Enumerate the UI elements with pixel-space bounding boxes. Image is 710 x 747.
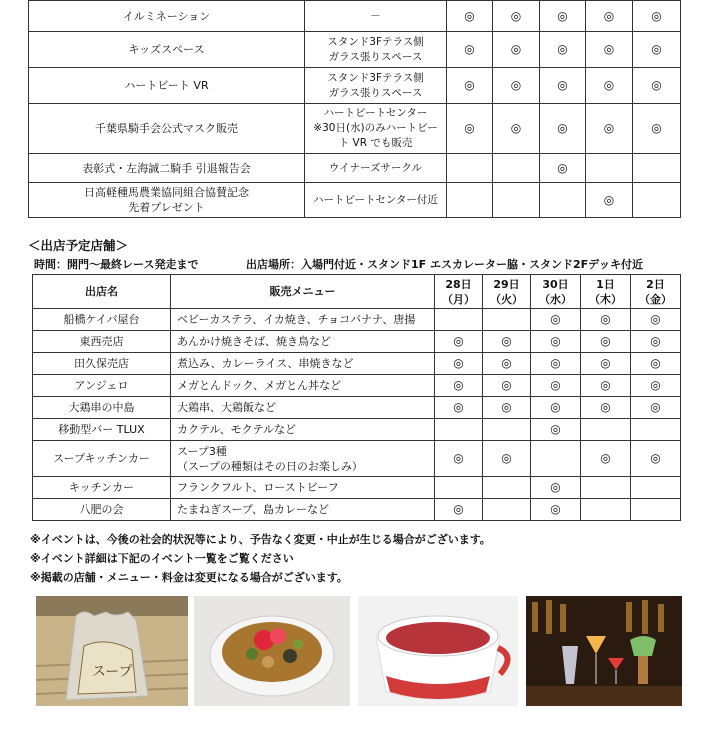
shops-header-row <box>33 275 681 309</box>
shop-day-mark: ◎ <box>531 477 581 499</box>
shop-day-mark: ◎ <box>581 353 631 375</box>
event-day-mark: ◎ <box>633 32 681 68</box>
shop-day-mark: ◎ <box>531 419 581 441</box>
event-row <box>29 104 681 154</box>
event-name: 千葉県騎手会公式マスク販売 <box>29 104 305 154</box>
shop-day-mark <box>531 441 581 477</box>
event-name: 日高軽種馬農業協同組合協賛記念 先着プレゼント <box>29 183 305 218</box>
event-day-mark <box>633 154 681 183</box>
shop-day-mark <box>581 499 631 521</box>
header-day-29: 29日 （火） <box>483 275 531 309</box>
shop-day-mark: ◎ <box>631 309 681 331</box>
event-day-mark: ◎ <box>447 68 493 104</box>
shop-day-mark <box>483 309 531 331</box>
event-day-mark <box>586 154 633 183</box>
shop-day-mark <box>483 419 531 441</box>
shop-menu: スープ3種 （スープの種類はその日のお楽しみ） <box>171 441 435 477</box>
header-shop-name: 出店名 <box>33 275 171 309</box>
note-line: ※イベント詳細は下記のイベント一覧をご覧ください <box>30 552 294 565</box>
shop-day-mark: ◎ <box>435 375 483 397</box>
shop-day-mark <box>631 499 681 521</box>
notes <box>30 530 491 587</box>
shop-row <box>33 309 681 331</box>
event-day-mark: ◎ <box>447 32 493 68</box>
shop-day-mark <box>581 419 631 441</box>
shop-row <box>33 397 681 419</box>
event-day-mark: ◎ <box>447 104 493 154</box>
packaged-soup-photo <box>36 596 188 706</box>
shop-day-mark: ◎ <box>531 499 581 521</box>
shop-day-mark <box>483 499 531 521</box>
event-day-mark: ◎ <box>540 154 586 183</box>
shop-row <box>33 441 681 477</box>
event-location: スタンド3Fテラス側 ガラス張りスペース <box>305 32 447 68</box>
shop-row <box>33 331 681 353</box>
shop-row <box>33 499 681 521</box>
event-day-mark: ◎ <box>586 68 633 104</box>
event-day-mark <box>540 183 586 218</box>
shop-day-mark: ◎ <box>581 375 631 397</box>
shop-menu: ベビーカステラ、イカ焼き、チョコバナナ、唐揚 <box>171 309 435 331</box>
event-day-mark: ◎ <box>540 32 586 68</box>
shop-day-mark: ◎ <box>435 331 483 353</box>
shop-day-mark: ◎ <box>531 375 581 397</box>
shop-name: スープキッチンカー <box>33 441 171 477</box>
event-day-mark: ◎ <box>586 104 633 154</box>
shop-name: 田久保売店 <box>33 353 171 375</box>
shop-day-mark: ◎ <box>435 441 483 477</box>
shop-menu: たまねぎスープ、島カレーなど <box>171 499 435 521</box>
shop-day-mark: ◎ <box>483 375 531 397</box>
event-name: 表彰式・左海誠二騎手 引退報告会 <box>29 154 305 183</box>
shops-table <box>32 274 681 521</box>
header-day-30: 30日 （水） <box>531 275 581 309</box>
header-day-1: 1日 （木） <box>581 275 631 309</box>
note-line: ※イベントは、今後の社会的状況等により、予告なく変更・中止が生じる場合がございます。 <box>30 533 491 546</box>
shop-row <box>33 353 681 375</box>
shop-day-mark: ◎ <box>435 397 483 419</box>
shop-day-mark: ◎ <box>631 397 681 419</box>
header-menu: 販売メニュー <box>171 275 435 309</box>
header-day-28: 28日 （月） <box>435 275 483 309</box>
shop-menu: あんかけ焼きそば、焼き鳥など <box>171 331 435 353</box>
shop-menu: カクテル、モクテルなど <box>171 419 435 441</box>
event-day-mark: ◎ <box>633 68 681 104</box>
shop-day-mark: ◎ <box>435 353 483 375</box>
event-day-mark: ◎ <box>540 1 586 32</box>
photo-strip <box>36 596 682 706</box>
shop-day-mark: ◎ <box>581 441 631 477</box>
shop-day-mark: ◎ <box>531 397 581 419</box>
shop-info-line <box>34 256 694 272</box>
event-location: － <box>305 1 447 32</box>
shop-day-mark: ◎ <box>631 353 681 375</box>
shop-row <box>33 477 681 499</box>
event-row <box>29 154 681 183</box>
event-day-mark: ◎ <box>540 104 586 154</box>
event-location: ウイナーズサークル <box>305 154 447 183</box>
shops-section-title: ＜出店予定店舗＞ <box>28 238 129 253</box>
curry-noodle-photo <box>194 596 350 706</box>
shop-day-mark <box>435 477 483 499</box>
shop-day-mark <box>435 419 483 441</box>
event-name: キッズスペース <box>29 32 305 68</box>
event-location: ハートビートセンター付近 <box>305 183 447 218</box>
shop-menu: メガとんドック、メガとん丼など <box>171 375 435 397</box>
shop-day-mark: ◎ <box>483 331 531 353</box>
shop-menu: 大鶏串、大鶏飯など <box>171 397 435 419</box>
event-day-mark <box>447 183 493 218</box>
event-location: ハートビートセンター ※30日(水)のみハートビー ト VR でも販売 <box>305 104 447 154</box>
shop-day-mark: ◎ <box>631 441 681 477</box>
event-row <box>29 183 681 218</box>
shop-name: アンジェロ <box>33 375 171 397</box>
event-day-mark: ◎ <box>493 68 540 104</box>
event-day-mark: ◎ <box>586 183 633 218</box>
shop-day-mark: ◎ <box>581 331 631 353</box>
event-day-mark <box>493 154 540 183</box>
tomato-soup-cup-photo <box>358 596 518 706</box>
shop-day-mark: ◎ <box>581 309 631 331</box>
event-name: イルミネーション <box>29 1 305 32</box>
shop-day-mark: ◎ <box>483 353 531 375</box>
shop-day-mark <box>631 477 681 499</box>
event-day-mark <box>633 183 681 218</box>
event-day-mark: ◎ <box>493 32 540 68</box>
shop-day-mark: ◎ <box>531 353 581 375</box>
event-row <box>29 32 681 68</box>
event-row <box>29 68 681 104</box>
event-day-mark: ◎ <box>633 1 681 32</box>
event-day-mark: ◎ <box>586 32 633 68</box>
event-day-mark: ◎ <box>586 1 633 32</box>
event-row <box>29 1 681 32</box>
event-location: スタンド3Fテラス側 ガラス張りスペース <box>305 68 447 104</box>
svg-text:スープ: スープ <box>92 664 133 680</box>
event-name: ハートビート VR <box>29 68 305 104</box>
shop-day-mark <box>631 419 681 441</box>
shop-day-mark: ◎ <box>531 331 581 353</box>
event-day-mark: ◎ <box>633 104 681 154</box>
shop-day-mark: ◎ <box>631 375 681 397</box>
shop-day-mark <box>483 477 531 499</box>
shop-menu: フランクフルト、ローストビーフ <box>171 477 435 499</box>
shop-day-mark: ◎ <box>483 441 531 477</box>
header-day-2: 2日 （金） <box>631 275 681 309</box>
shop-name: 船橋ケイバ屋台 <box>33 309 171 331</box>
event-day-mark: ◎ <box>540 68 586 104</box>
shop-row <box>33 375 681 397</box>
cocktail-bar-photo <box>526 596 682 706</box>
shop-name: 移動型バー TLUX <box>33 419 171 441</box>
note-line: ※掲載の店舗・メニュー・料金は変更になる場合がございます。 <box>30 571 348 584</box>
shop-day-mark: ◎ <box>531 309 581 331</box>
event-day-mark: ◎ <box>493 1 540 32</box>
shop-location-text: 出店場所：入場門付近・スタンド1F エスカレーター脇・スタンド2Fデッキ付近 <box>246 258 643 271</box>
shop-time-text: 時間：開門～最終レース発走まで <box>34 258 199 271</box>
shop-name: 大鶏串の中島 <box>33 397 171 419</box>
shop-day-mark <box>435 309 483 331</box>
shop-name: 八肥の会 <box>33 499 171 521</box>
events-table <box>28 0 681 218</box>
event-day-mark: ◎ <box>447 1 493 32</box>
shop-row <box>33 419 681 441</box>
event-day-mark <box>493 183 540 218</box>
shop-menu: 煮込み、カレーライス、串焼きなど <box>171 353 435 375</box>
shop-day-mark: ◎ <box>483 397 531 419</box>
shop-name: キッチンカー <box>33 477 171 499</box>
shop-day-mark: ◎ <box>435 499 483 521</box>
shop-day-mark: ◎ <box>631 331 681 353</box>
shop-day-mark <box>581 477 631 499</box>
shop-name: 東西売店 <box>33 331 171 353</box>
shop-day-mark: ◎ <box>581 397 631 419</box>
event-day-mark: ◎ <box>493 104 540 154</box>
event-day-mark <box>447 154 493 183</box>
